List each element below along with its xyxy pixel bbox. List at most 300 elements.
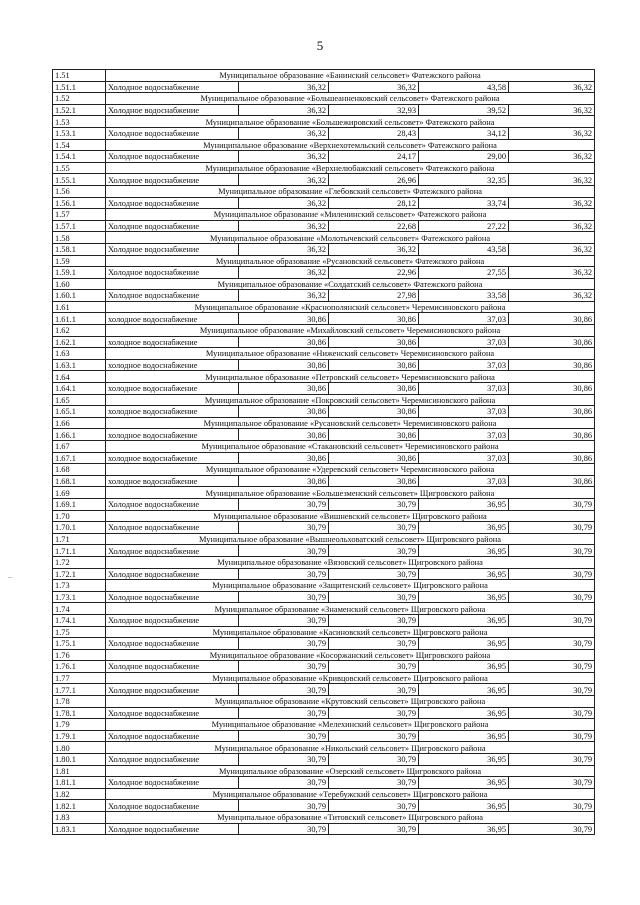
tariff-value-4: 30,86 [509,429,595,441]
tariff-value-4: 36,32 [509,220,595,232]
row-number: 1.56 [53,185,106,197]
municipality-title: Муниципальное образование «Большеанненковский сельсовет» Фатежского района [106,93,595,105]
service-label: Холодное водоснабжение [106,730,239,742]
tariff-value-4: 30,79 [509,638,595,650]
tariff-value-2: 30,86 [329,383,419,395]
tariff-value-1: 30,86 [239,383,329,395]
municipality-title: Муниципальное образование «Крутовский сельсовет» Щигровского района [106,696,595,708]
tariff-value-4: 36,32 [509,104,595,116]
tariff-value-4: 30,86 [509,452,595,464]
tariff-value-1: 36,32 [239,127,329,139]
table-row [53,661,595,673]
service-label: Холодное водоснабжение [106,267,239,279]
row-number: 1.56.1 [53,197,106,209]
row-number: 1.58 [53,232,106,244]
tariff-value-2: 30,79 [329,545,419,557]
tariff-value-1: 30,86 [239,452,329,464]
section-header-row [53,139,595,151]
tariff-value-4: 30,79 [509,498,595,510]
section-header-row [53,672,595,684]
row-number: 1.60.1 [53,290,106,302]
table-row [53,104,595,116]
section-header-row [53,417,595,429]
tariff-value-2: 28,12 [329,197,419,209]
tariff-value-1: 30,79 [239,498,329,510]
tariff-value-1: 36,32 [239,220,329,232]
tariff-value-4: 30,79 [509,754,595,766]
row-number: 1.63 [53,348,106,360]
tariff-value-1: 30,86 [239,406,329,418]
row-number: 1.71.1 [53,545,106,557]
tariff-value-2: 30,79 [329,591,419,603]
tariff-value-1: 30,79 [239,707,329,719]
municipality-title: Муниципальное образование «Верхнехотемльский сельсовет» Фатежского района [106,139,595,151]
tariff-value-3: 37,03 [419,313,509,325]
tariff-value-1: 36,32 [239,151,329,163]
section-header-row [53,255,595,267]
row-number: 1.67 [53,441,106,453]
service-label: Холодное водоснабжение [106,174,239,186]
section-header-row [53,742,595,754]
tariff-value-1: 36,32 [239,174,329,186]
tariff-value-2: 32,93 [329,104,419,116]
municipality-title: Муниципальное образование «Озерский сельсовет» Щигровского района [106,765,595,777]
section-header-row [53,649,595,661]
section-header-row [53,232,595,244]
table-row [53,614,595,626]
row-number: 1.69.1 [53,498,106,510]
municipality-title: Муниципальное образование «Краснополянский сельсовет» Черемисиновского района [106,301,595,313]
row-number: 1.57.1 [53,220,106,232]
tariff-value-2: 30,86 [329,452,419,464]
tariff-value-2: 30,79 [329,568,419,580]
tariff-value-2: 30,79 [329,638,419,650]
tariff-value-4: 30,79 [509,614,595,626]
tariff-value-1: 30,86 [239,475,329,487]
tariff-value-3: 36,95 [419,545,509,557]
service-label: Холодное водоснабжение [106,638,239,650]
tariff-value-4: 36,32 [509,267,595,279]
margin-mark: .. [8,571,12,580]
row-number: 1.51.1 [53,81,106,93]
row-number: 1.71 [53,533,106,545]
section-header-row [53,348,595,360]
tariff-value-2: 30,79 [329,730,419,742]
tariff-table [52,69,595,835]
tariff-value-3: 36,95 [419,707,509,719]
tariff-value-1: 30,79 [239,522,329,534]
tariff-value-2: 30,79 [329,614,419,626]
row-number: 1.73 [53,580,106,592]
section-header-row [53,116,595,128]
tariff-value-3: 36,95 [419,730,509,742]
municipality-title: Муниципальное образование «Защитенский сельсовет» Щигровского района [106,580,595,592]
tariff-value-1: 30,86 [239,359,329,371]
municipality-title: Муниципальное образование «Титовский сельсовет» Щигровского района [106,812,595,824]
tariff-value-1: 36,32 [239,243,329,255]
tariff-value-1: 30,79 [239,545,329,557]
service-label: Холодное водоснабжение [106,81,239,93]
section-header-row [53,209,595,221]
tariff-value-2: 28,43 [329,127,419,139]
row-number: 1.52.1 [53,104,106,116]
section-header-row [53,487,595,499]
municipality-title: Муниципальное образование «Банинский сельсовет» Фатежского района [106,70,595,82]
row-number: 1.62.1 [53,336,106,348]
table-row [53,475,595,487]
service-label: Холодное водоснабжение [106,545,239,557]
tariff-value-3: 37,03 [419,406,509,418]
row-number: 1.81 [53,765,106,777]
tariff-value-4: 36,32 [509,81,595,93]
row-number: 1.70.1 [53,522,106,534]
tariff-value-3: 36,95 [419,823,509,835]
service-label: холодное водоснабжение [106,452,239,464]
table-row [53,197,595,209]
table-row [53,452,595,464]
municipality-title: Муниципальное образование «Большежировский сельсовет» Фатежского района [106,116,595,128]
tariff-value-3: 36,95 [419,614,509,626]
section-header-row [53,556,595,568]
tariff-value-3: 39,52 [419,104,509,116]
table-row [53,174,595,186]
municipality-title: Муниципальное образование «Русановский сельсовет» Черемисиновского района [106,417,595,429]
municipality-title: Муниципальное образование «Косоржанский сельсовет» Щигровского района [106,649,595,661]
tariff-value-1: 36,32 [239,267,329,279]
service-label: холодное водоснабжение [106,406,239,418]
section-header-row [53,301,595,313]
row-number: 1.72.1 [53,568,106,580]
service-label: Холодное водоснабжение [106,614,239,626]
tariff-value-4: 36,32 [509,290,595,302]
municipality-title: Муниципальное образование «Вишневский сельсовет» Щигровского района [106,510,595,522]
tariff-value-2: 30,79 [329,823,419,835]
table-row [53,406,595,418]
service-label: холодное водоснабжение [106,313,239,325]
section-header-row [53,441,595,453]
row-number: 1.55 [53,162,106,174]
table-row [53,336,595,348]
tariff-value-4: 30,79 [509,684,595,696]
municipality-title: Муниципальное образование «Миленинский сельсовет» Фатежского района [106,209,595,221]
municipality-title: Муниципальное образование «Касиновский сельсовет» Щигровского района [106,626,595,638]
tariff-value-1: 36,32 [239,197,329,209]
row-number: 1.65.1 [53,406,106,418]
tariff-value-3: 27,22 [419,220,509,232]
municipality-title: Муниципальное образование «Петровский сельсовет» Черемисиновского района [106,371,595,383]
row-number: 1.60 [53,278,106,290]
municipality-title: Муниципальное образование «Вышнеольховатский сельсовет» Щигровского района [106,533,595,545]
row-number: 1.63.1 [53,359,106,371]
service-label: Холодное водоснабжение [106,823,239,835]
tariff-value-3: 34,12 [419,127,509,139]
row-number: 1.82.1 [53,800,106,812]
tariff-value-4: 30,86 [509,475,595,487]
table-row [53,684,595,696]
tariff-value-2: 30,86 [329,336,419,348]
table-row [53,638,595,650]
service-label: Холодное водоснабжение [106,290,239,302]
tariff-value-4: 30,79 [509,591,595,603]
tariff-value-3: 36,95 [419,777,509,789]
table-row [53,267,595,279]
section-header-row [53,70,595,82]
tariff-value-2: 22,68 [329,220,419,232]
tariff-value-4: 30,79 [509,823,595,835]
tariff-value-2: 22,96 [329,267,419,279]
table-row [53,568,595,580]
tariff-value-4: 36,32 [509,127,595,139]
row-number: 1.51 [53,70,106,82]
row-number: 1.74.1 [53,614,106,626]
tariff-value-4: 36,32 [509,174,595,186]
tariff-value-3: 36,95 [419,800,509,812]
tariff-value-3: 36,95 [419,522,509,534]
row-number: 1.68.1 [53,475,106,487]
section-header-row [53,603,595,615]
tariff-value-3: 36,95 [419,684,509,696]
page-number: 5 [316,38,324,53]
tariff-value-2: 30,86 [329,313,419,325]
tariff-value-1: 30,86 [239,429,329,441]
tariff-value-4: 30,79 [509,568,595,580]
table-row [53,290,595,302]
service-label: Холодное водоснабжение [106,568,239,580]
row-number: 1.76.1 [53,661,106,673]
tariff-value-3: 43,58 [419,243,509,255]
tariff-value-3: 36,95 [419,591,509,603]
tariff-value-1: 36,32 [239,81,329,93]
service-label: Холодное водоснабжение [106,104,239,116]
row-number: 1.61 [53,301,106,313]
row-number: 1.75 [53,626,106,638]
service-label: Холодное водоснабжение [106,754,239,766]
row-number: 1.70 [53,510,106,522]
tariff-value-2: 30,79 [329,800,419,812]
tariff-value-1: 36,32 [239,290,329,302]
tariff-value-1: 30,86 [239,313,329,325]
row-number: 1.59 [53,255,106,267]
table-row [53,383,595,395]
tariff-value-2: 30,79 [329,661,419,673]
tariff-value-4: 30,86 [509,313,595,325]
tariff-value-3: 27,55 [419,267,509,279]
municipality-title: Муниципальное образование «Стакановский сельсовет» Черемисиновского района [106,441,595,453]
tariff-value-3: 36,95 [419,754,509,766]
row-number: 1.82 [53,788,106,800]
table-row [53,545,595,557]
row-number: 1.79.1 [53,730,106,742]
table-row [53,754,595,766]
tariff-value-1: 30,79 [239,684,329,696]
tariff-value-2: 36,32 [329,243,419,255]
municipality-title: Муниципальное образование «Солдатский сельсовет» Фатежского района [106,278,595,290]
row-number: 1.80 [53,742,106,754]
table-row [53,127,595,139]
tariff-value-1: 30,79 [239,777,329,789]
table-row [53,591,595,603]
tariff-value-3: 33,74 [419,197,509,209]
row-number: 1.79 [53,719,106,731]
service-label: Холодное водоснабжение [106,498,239,510]
municipality-title: Муниципальное образование «Молотычевский сельсовет» Фатежского района [106,232,595,244]
municipality-title: Муниципальное образование «Кривцовский сельсовет» Щигровского района [106,672,595,684]
tariff-value-4: 30,79 [509,730,595,742]
service-label: Холодное водоснабжение [106,707,239,719]
tariff-value-3: 32,35 [419,174,509,186]
tariff-value-4: 30,79 [509,661,595,673]
tariff-value-3: 37,03 [419,359,509,371]
section-header-row [53,185,595,197]
tariff-value-1: 30,79 [239,730,329,742]
row-number: 1.52 [53,93,106,105]
row-number: 1.72 [53,556,106,568]
tariff-value-4: 30,79 [509,800,595,812]
row-number: 1.74 [53,603,106,615]
service-label: Холодное водоснабжение [106,661,239,673]
municipality-title: Муниципальное образование «Верхнелюбажский сельсовет» Фатежского района [106,162,595,174]
tariff-value-1: 36,32 [239,104,329,116]
row-number: 1.62 [53,325,106,337]
row-number: 1.68 [53,464,106,476]
section-header-row [53,696,595,708]
service-label: Холодное водоснабжение [106,684,239,696]
tariff-value-2: 26,96 [329,174,419,186]
table-row [53,151,595,163]
row-number: 1.83.1 [53,823,106,835]
row-number: 1.64 [53,371,106,383]
tariff-value-1: 30,79 [239,568,329,580]
service-label: Холодное водоснабжение [106,800,239,812]
tariff-value-3: 43,58 [419,81,509,93]
tariff-value-2: 30,79 [329,754,419,766]
tariff-value-1: 30,79 [239,661,329,673]
table-row [53,313,595,325]
municipality-title: Муниципальное образование «Теребужский сельсовет» Щигровского района [106,788,595,800]
row-number: 1.76 [53,649,106,661]
service-label: холодное водоснабжение [106,475,239,487]
tariff-value-4: 30,86 [509,383,595,395]
section-header-row [53,371,595,383]
municipality-title: Муниципальное образование «Вязовский сельсовет» Щигровского района [106,556,595,568]
tariff-value-3: 37,03 [419,336,509,348]
section-header-row [53,162,595,174]
section-header-row [53,719,595,731]
section-header-row [53,394,595,406]
section-header-row [53,278,595,290]
tariff-value-2: 30,86 [329,359,419,371]
row-number: 1.75.1 [53,638,106,650]
service-label: Холодное водоснабжение [106,151,239,163]
municipality-title: Муниципальное образование «Никольский сельсовет» Щигровского района [106,742,595,754]
tariff-value-3: 29,00 [419,151,509,163]
row-number: 1.83 [53,812,106,824]
row-number: 1.64.1 [53,383,106,395]
row-number: 1.54.1 [53,151,106,163]
row-number: 1.58.1 [53,243,106,255]
municipality-title: Муниципальное образование «Ниженский сельсовет» Черемисиновского района [106,348,595,360]
tariff-value-2: 27,98 [329,290,419,302]
row-number: 1.53.1 [53,127,106,139]
tariff-value-3: 36,95 [419,661,509,673]
tariff-value-3: 37,03 [419,383,509,395]
service-label: холодное водоснабжение [106,383,239,395]
tariff-value-2: 30,86 [329,406,419,418]
table-row [53,243,595,255]
table-row [53,429,595,441]
row-number: 1.77.1 [53,684,106,696]
tariff-value-2: 30,79 [329,522,419,534]
table-row [53,220,595,232]
tariff-value-4: 30,79 [509,545,595,557]
tariff-value-2: 30,79 [329,498,419,510]
section-header-row [53,812,595,824]
table-row [53,81,595,93]
table-row [53,707,595,719]
row-number: 1.59.1 [53,267,106,279]
tariff-value-1: 30,79 [239,823,329,835]
section-header-row [53,765,595,777]
tariff-value-2: 24,17 [329,151,419,163]
table-row [53,823,595,835]
tariff-value-1: 30,79 [239,754,329,766]
section-header-row [53,626,595,638]
tariff-value-3: 36,95 [419,638,509,650]
tariff-value-2: 30,79 [329,684,419,696]
row-number: 1.69 [53,487,106,499]
tariff-value-3: 37,03 [419,475,509,487]
section-header-row [53,325,595,337]
row-number: 1.54 [53,139,106,151]
row-number: 1.78 [53,696,106,708]
table-row [53,522,595,534]
service-label: Холодное водоснабжение [106,127,239,139]
table-row [53,498,595,510]
service-label: Холодное водоснабжение [106,777,239,789]
tariff-value-1: 30,79 [239,614,329,626]
municipality-title: Муниципальное образование «Русановский сельсовет» Фатежского района [106,255,595,267]
section-header-row [53,510,595,522]
municipality-title: Муниципальное образование «Удеревский сельсовет» Черемисиновского района [106,464,595,476]
table-row [53,800,595,812]
municipality-title: Муниципальное образование «Знаменский сельсовет» Щигровского района [106,603,595,615]
row-number: 1.53 [53,116,106,128]
municipality-title: Муниципальное образование «Мелехинский сельсовет» Щигровского района [106,719,595,731]
row-number: 1.80.1 [53,754,106,766]
tariff-value-4: 30,79 [509,777,595,789]
row-number: 1.66 [53,417,106,429]
row-number: 1.77 [53,672,106,684]
tariff-value-3: 37,03 [419,429,509,441]
tariff-value-4: 30,79 [509,522,595,534]
municipality-title: Муниципальное образование «Михайловский сельсовет» Черемисиновского района [106,325,595,337]
tariff-value-3: 36,95 [419,498,509,510]
tariff-value-2: 30,79 [329,777,419,789]
section-header-row [53,464,595,476]
tariff-value-2: 30,86 [329,429,419,441]
table-row [53,777,595,789]
service-label: Холодное водоснабжение [106,591,239,603]
municipality-title: Муниципальное образование «Покровский сельсовет» Черемисиновского района [106,394,595,406]
table-row [53,359,595,371]
row-number: 1.67.1 [53,452,106,464]
row-number: 1.55.1 [53,174,106,186]
municipality-title: Муниципальное образование «Большезменский сельсовет» Щигровского района [106,487,595,499]
tariff-value-1: 30,79 [239,591,329,603]
tariff-value-4: 36,32 [509,151,595,163]
tariff-value-2: 30,79 [329,707,419,719]
section-header-row [53,580,595,592]
